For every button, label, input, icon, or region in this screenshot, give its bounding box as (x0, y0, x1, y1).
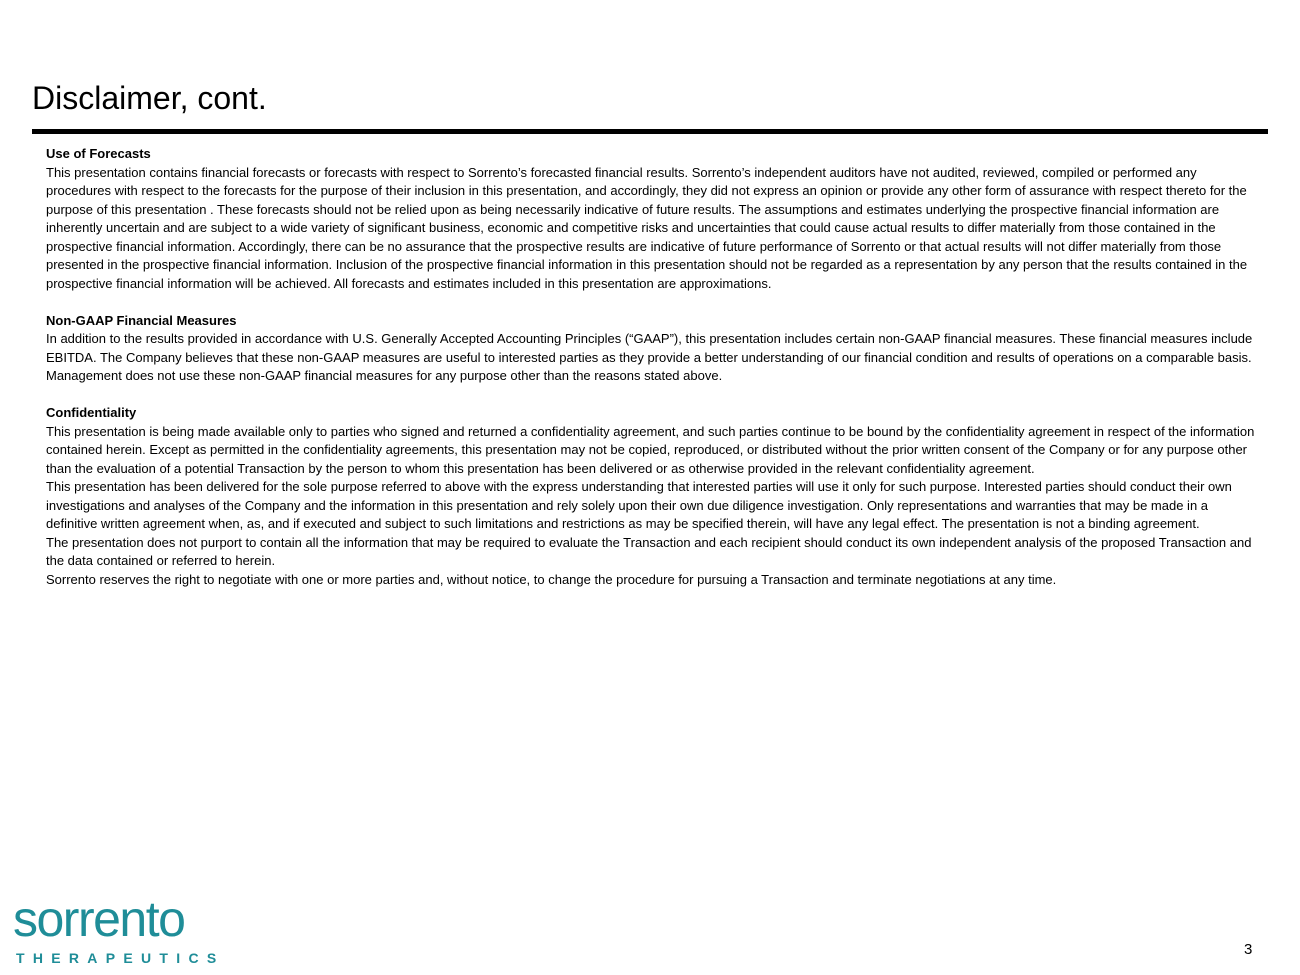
title-divider (32, 129, 1268, 134)
logo-wordmark: sorrento (13, 891, 185, 947)
section-paragraph: This presentation is being made available only to parties who signed and returned a confidentiality agreement, and such parties continue to be bound by the confidentiality agreement in respect of the information contained herein. Except as permitted in the confidentiality agreements, this presentation may not be copied, reproduced, or distributed without the prior written consent of the Company or for any purpose other than the evaluation of a potential Transaction by the person to whom this presentation has been delivered or as otherwise provided in the relevant confidentiality agreement. (46, 423, 1255, 476)
slide-title: Disclaimer, cont. (32, 80, 267, 116)
section-heading: Use of Forecasts (46, 146, 151, 161)
section-paragraph: The presentation does not purport to contain all the information that may be required to evaluate the Transaction and each recipient should conduct its own independent analysis of the proposed Transaction and the data contained or referred to herein. (46, 534, 1252, 568)
section-paragraph: This presentation has been delivered for the sole purpose referred to above with the express understanding that interested parties will use it only for such purpose. Interested parties should conduct their own investigations and analyses of the Company and the information in this presentation and rely solely upon their own due diligence investigation. Only representations and warranties that may be made in a definitive written agreement when, as, and if executed and subject to such limitations and restrictions as may be specified therein, will have any legal effect. The presentation is not a binding agreement. (46, 479, 1232, 531)
company-logo (13, 891, 225, 968)
disclaimer-body (46, 145, 1261, 608)
logo-subtitle: THERAPEUTICS (16, 950, 225, 966)
section-paragraph: This presentation contains financial forecasts or forecasts with respect to Sorrento’s forecasted financial results. Sorrento’s independent auditors have not audited, reviewed, compiled or performed any procedures with respect to the forecasts for the purpose of their inclusion in this presentation, and accordingly, they did not express an opinion or provide any other form of assurance with respect thereto for the purpose of this presentation . These forecasts should not be relied upon as being necessarily indicative of future results. The assumptions and estimates underlying the prospective financial information are inherently uncertain and are subject to a wide variety of significant business, economic and competitive risks and uncertainties that could cause actual results to differ materially from those contained in the prospective financial information. Accordingly, there can be no assurance that the prospective results are indicative of future performance of Sorrento or that actual results will not differ materially from those presented in the prospective financial information. Inclusion of the prospective financial information in this presentation should not be regarded as a representation by any person that the results contained in the prospective financial information will be achieved. All forecasts and estimates included in this presentation are approximations. (46, 164, 1248, 291)
section-heading: Confidentiality (46, 405, 137, 420)
section-confidentiality (46, 404, 1261, 589)
section-paragraph: Sorrento reserves the right to negotiate with one or more parties and, without notice, to change the procedure for pursuing a Transaction and terminate negotiations at any time. (46, 571, 1057, 587)
section-use-of-forecasts (46, 145, 1261, 293)
section-heading: Non-GAAP Financial Measures (46, 312, 237, 328)
page-number: 3 (1244, 941, 1253, 958)
section-paragraph: In addition to the results provided in accordance with U.S. Generally Accepted Accounting Principles (“GAAP”), this presentation includes certain non-GAAP financial measures. These financial measures include EBITDA. The Company believes that these non-GAAP measures are useful to interested parties as they provide a better understanding of our financial condition and results of operations on a comparable basis. Management does not use these non-GAAP financial measures for any purpose other than the reasons stated above. (46, 331, 1253, 383)
section-non-gaap-measures (46, 312, 1261, 386)
